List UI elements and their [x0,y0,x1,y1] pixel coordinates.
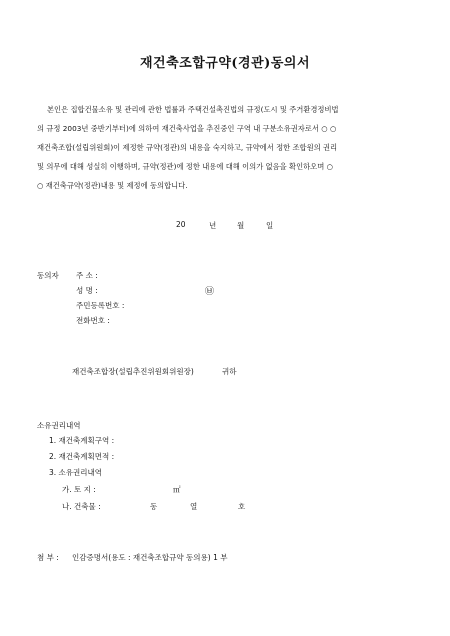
building-field[interactable]: 나. 건축물 : [62,502,101,511]
addressee-suffix: 귀하 [222,367,237,376]
paragraph-line: 의 규정 2003년 중반기부터)에 의하여 재건축사업을 추진중인 구역 내 구분소유권자로서 ○ ○ [37,124,337,133]
name-field[interactable]: 성 명 : [76,286,98,295]
date-year: 20 [176,220,186,229]
building-ho: 호 [238,502,246,511]
paragraph-line: ○ 재건축규약(정관)내용 및 제정에 동의합니다. [37,181,188,190]
paragraph-line: 및 의무에 대해 성실히 이행하며, 규약(정관)에 정한 내용에 대해 이의가 없음을 확인하오며 ○ [37,162,333,171]
paragraph-line: 본인은 집합건물소유 및 관리에 관한 법률과 주택건설촉진법의 규정(도시 및 주거환경정비법 [47,105,339,114]
attachment-label: 첨 부 : [37,553,59,562]
paragraph-line: 재건축조합(설립위원회)이 제정한 규약(정관)의 내용을 숙지하고, 규약에서 정한 조합원의 권리 [37,143,338,152]
consenter-label: 동의자 [37,271,59,280]
ownership-heading: 소유권리내역 [37,421,81,430]
document-title: 재건축조합규약(경관)동의서 [140,56,310,71]
phone-field[interactable]: 전화번호 : [76,316,110,325]
attachment-text: 인감증명서(용도 : 재건축조합규약 동의용) 1 부 [72,553,228,562]
date-day-label: 일 [266,221,274,230]
land-field[interactable]: 가. 토 지 : [62,485,96,494]
ownership-item[interactable]: 1. 재건축계획구역 : [49,436,115,445]
ownership-item: 3. 소유권리내역 [49,468,103,477]
seal-mark: ㉥ [205,287,215,297]
address-field[interactable]: 주 소 : [76,271,98,280]
addressee-org: 재건축조합장(설립추진위원회위원장) [72,367,194,376]
resident-number-field[interactable]: 주민등록번호 : [76,301,125,310]
ownership-item[interactable]: 2. 재건축계획면적 : [49,452,115,461]
consent-paragraph [37,100,419,195]
building-floor: 열 [190,502,198,511]
date-year-label: 년 [209,221,217,230]
building-dong: 동 [150,502,158,511]
land-unit: ㎡ [173,485,181,494]
date-month-label: 월 [237,221,245,230]
